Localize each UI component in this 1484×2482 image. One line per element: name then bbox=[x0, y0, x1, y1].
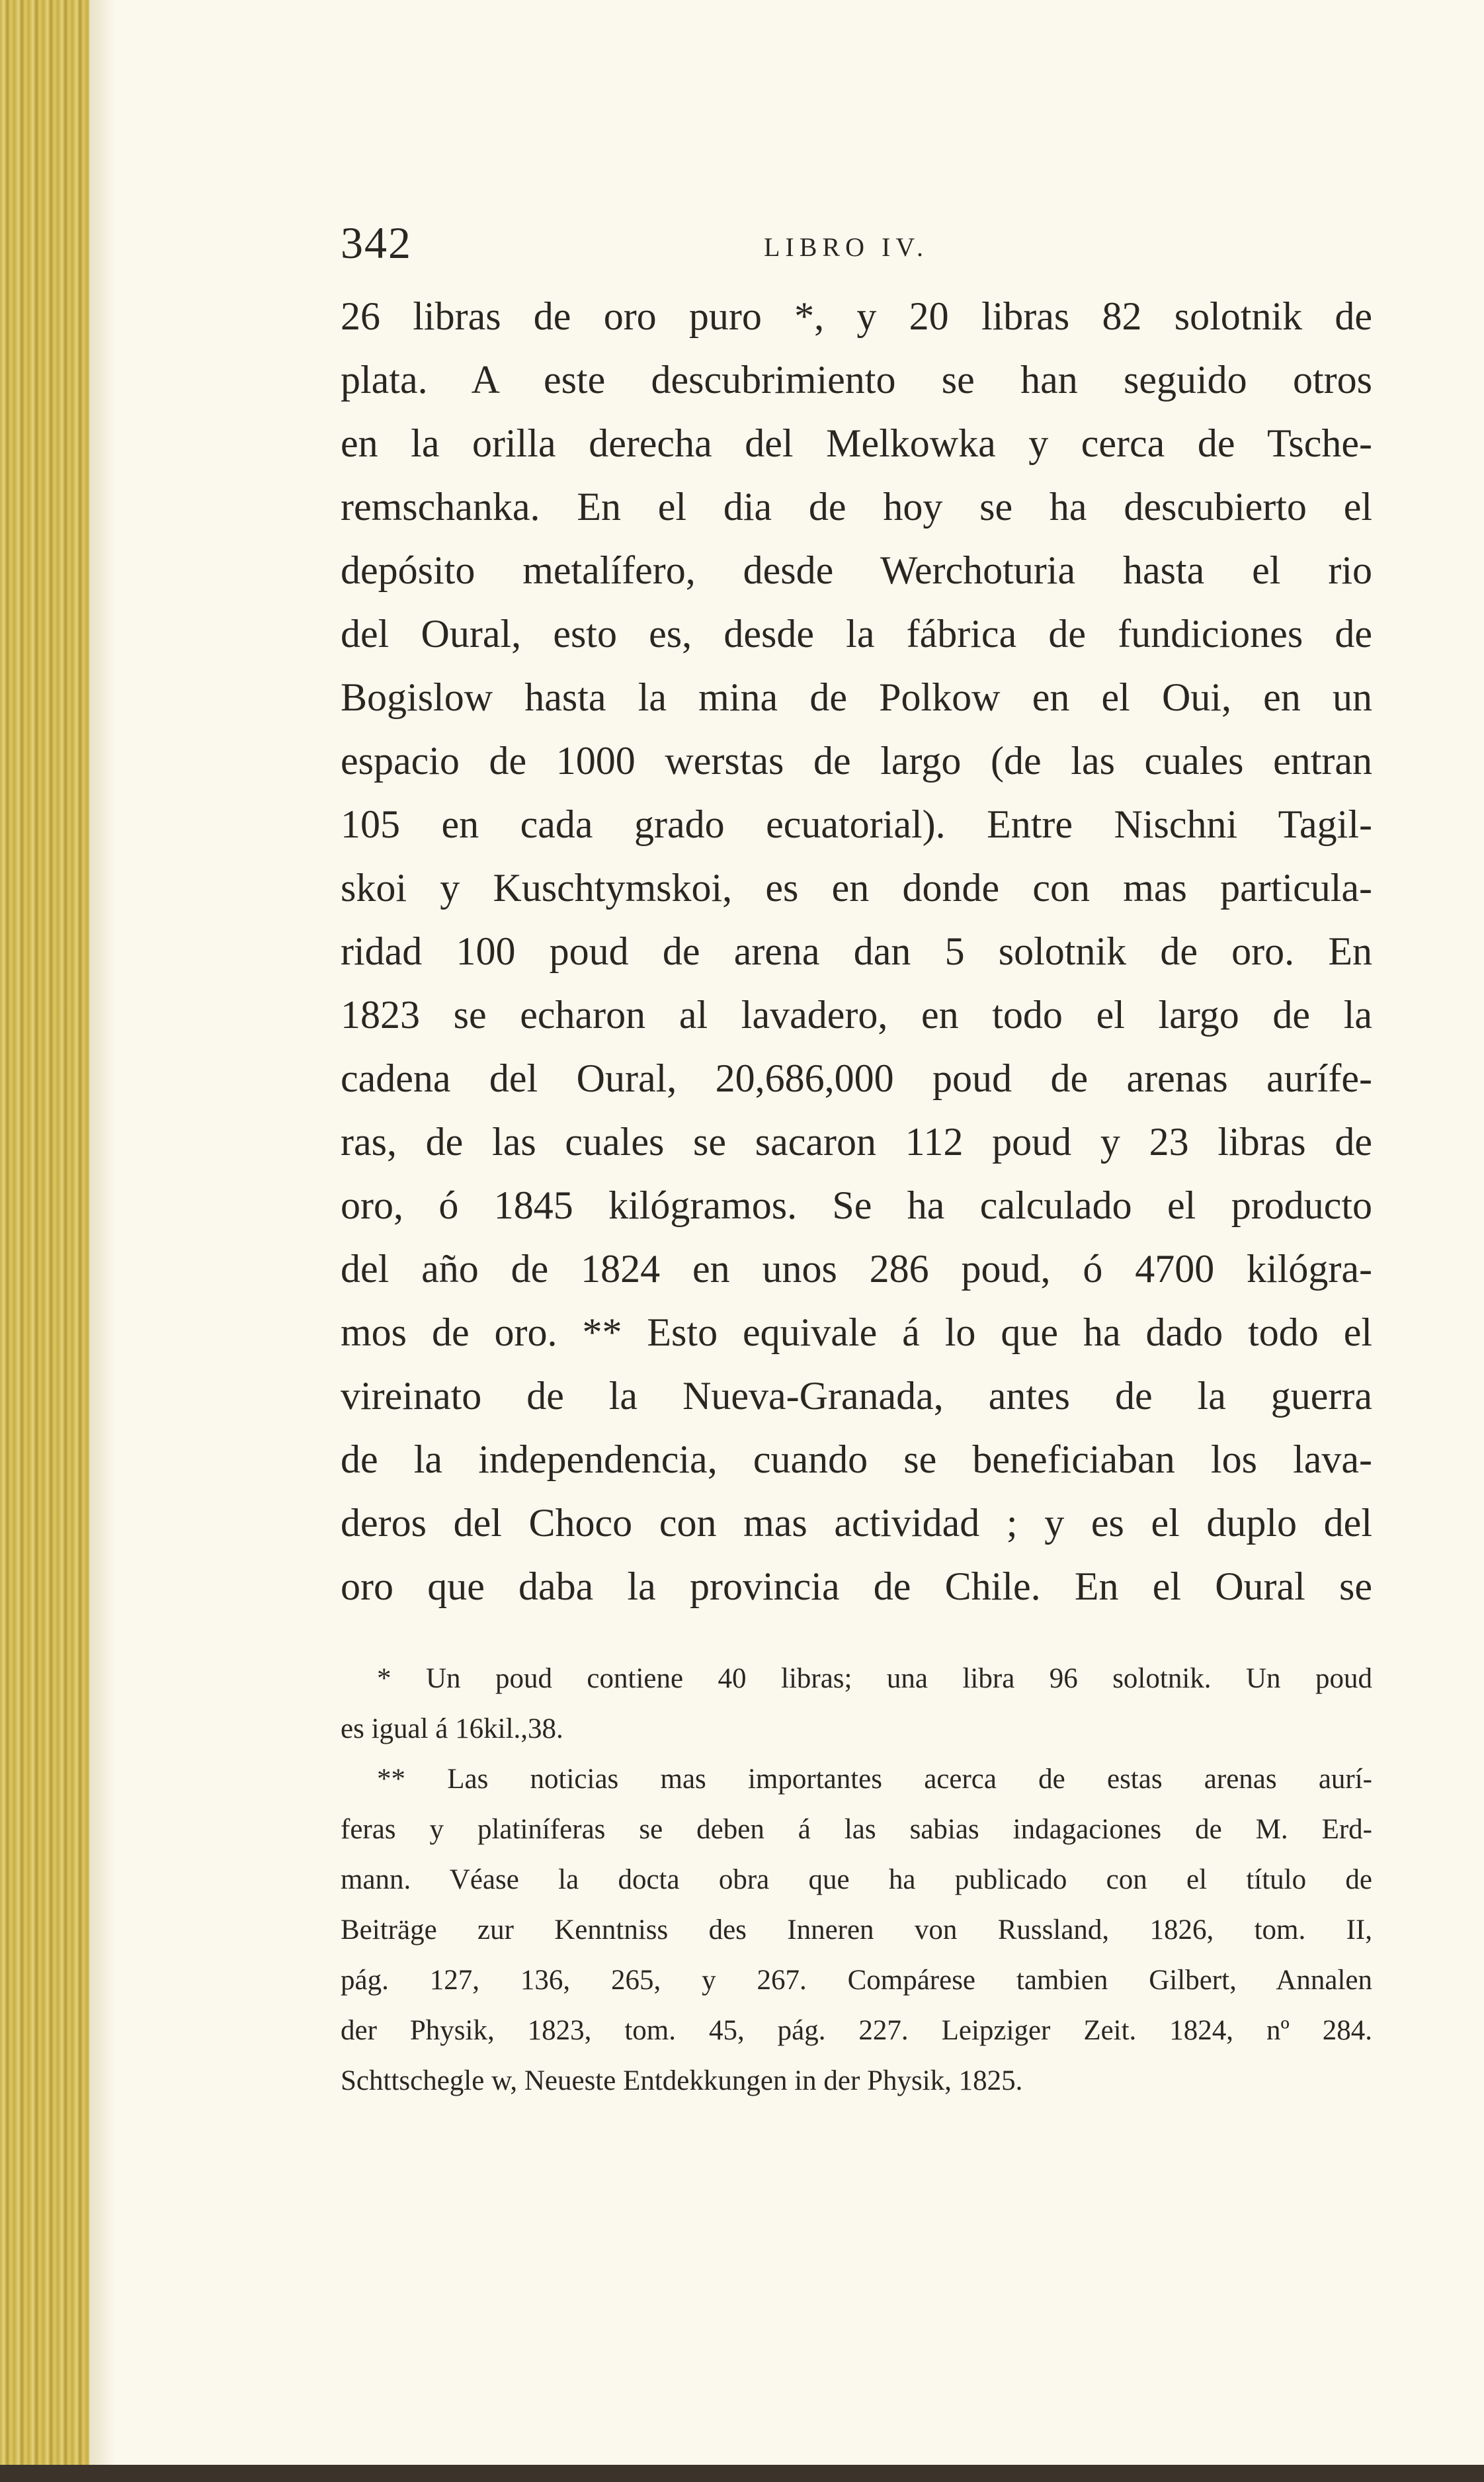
footnote-line: mann. Véase la docta obra que ha publicado con el título de bbox=[341, 1864, 1372, 1895]
scan-bottom-band bbox=[0, 2465, 1484, 2482]
footnotes bbox=[341, 1654, 1372, 2106]
body-line: depósito metalífero, desde Werchoturia hasta el rio bbox=[341, 548, 1372, 592]
book-page bbox=[341, 212, 1372, 2106]
footnote-line: Schttschegle w, Neueste Entdekkungen in der Physik, 1825. bbox=[341, 2065, 1023, 2096]
body-line: oro que daba la provincia de Chile. En el Oural se bbox=[341, 1564, 1372, 1608]
footnote-line: Beiträge zur Kenntniss des Inneren von Russland, 1826, tom. II, bbox=[341, 1914, 1372, 1946]
body-line: skoi y Kuschtymskoi, es en donde con mas particula- bbox=[341, 866, 1372, 910]
body-line: 105 en cada grado ecuatorial). Entre Nischni Tagil- bbox=[341, 802, 1372, 846]
body-line: del año de 1824 en unos 286 poud, ó 4700 kilógra- bbox=[341, 1247, 1372, 1291]
footnote-line: pág. 127, 136, 265, y 267. Compárese tambien Gilbert, Annalen bbox=[341, 1965, 1372, 1996]
page-gilt-edge bbox=[0, 0, 89, 2482]
body-line: de la independencia, cuando se beneficiaban los lava- bbox=[341, 1437, 1372, 1481]
body-line: Bogislow hasta la mina de Polkow en el Oui, en un bbox=[341, 675, 1372, 719]
page-edge-shadow bbox=[89, 0, 116, 2482]
body-line: en la orilla derecha del Melkowka y cerca de Tsche- bbox=[341, 421, 1372, 465]
body-line: ridad 100 poud de arena dan 5 solotnik de oro. En bbox=[341, 929, 1372, 973]
page-number: 342 bbox=[341, 218, 412, 268]
footnote-line: der Physik, 1823, tom. 45, pág. 227. Leipziger Zeit. 1824, nº 284. bbox=[341, 2015, 1372, 2046]
body-line: ras, de las cuales se sacaron 112 poud y 23 libras de bbox=[341, 1120, 1372, 1164]
body-line: 26 libras de oro puro *, y 20 libras 82 solotnik de bbox=[341, 294, 1372, 338]
body-line: del Oural, esto es, desde la fábrica de fundiciones de bbox=[341, 612, 1372, 656]
body-line: espacio de 1000 werstas de largo (de las cuales entran bbox=[341, 739, 1372, 783]
running-title: LIBRO IV. bbox=[764, 232, 929, 262]
body-line: 1823 se echaron al lavadero, en todo el largo de la bbox=[341, 993, 1372, 1037]
body-line: oro, ó 1845 kilógramos. Se ha calculado el producto bbox=[341, 1183, 1372, 1227]
body-line: mos de oro. ** Esto equivale á lo que ha dado todo el bbox=[341, 1310, 1372, 1354]
body-line: vireinato de la Nueva-Granada, antes de la guerra bbox=[341, 1374, 1372, 1418]
footnote-line: * Un poud contiene 40 libras; una libra 96 solotnik. Un poud bbox=[377, 1663, 1372, 1694]
body-line: plata. A este descubrimiento se han seguido otros bbox=[341, 358, 1372, 402]
footnote-line: feras y platiníferas se deben á las sabias indagaciones de M. Erd- bbox=[341, 1814, 1372, 1845]
footnote-line: es igual á 16kil.,38. bbox=[341, 1713, 563, 1744]
running-head bbox=[341, 212, 1372, 284]
body-line: remschanka. En el dia de hoy se ha descubierto el bbox=[341, 485, 1372, 529]
body-text bbox=[341, 284, 1372, 1618]
body-line: deros del Choco con mas actividad ; y es el duplo del bbox=[341, 1501, 1372, 1545]
footnote-line: ** Las noticias mas importantes acerca de estas arenas aurí- bbox=[377, 1764, 1372, 1795]
body-line: cadena del Oural, 20,686,000 poud de arenas aurífe- bbox=[341, 1056, 1372, 1100]
